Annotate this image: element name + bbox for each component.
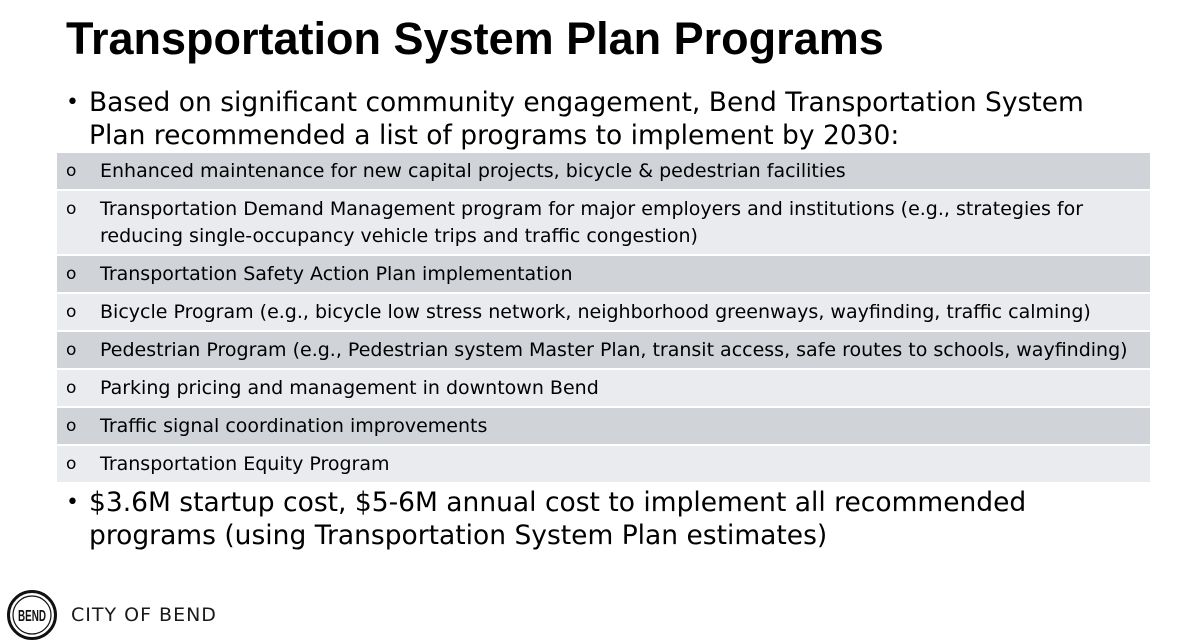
program-item (57, 256, 1150, 294)
bullet-cost-text: $3.6M startup cost, $5-6M annual cost to implement all recommended programs (using Transportation System Plan estimates) (89, 487, 1027, 551)
program-label: Pedestrian Program (e.g., Pedestrian system Master Plan, transit access, safe routes to schools, wayfinding) (100, 339, 1128, 361)
program-marker: o (66, 378, 77, 398)
program-item (57, 446, 1150, 484)
program-marker: o (66, 340, 77, 360)
program-marker: o (66, 264, 77, 284)
bullet-marker: • (66, 490, 79, 515)
seal-text: BEND (18, 608, 46, 625)
program-list (57, 153, 1150, 484)
program-label: Transportation Demand Management program for major employers and institutions (e.g., strategies for reducing single-occupancy vehicle trips and traffic congestion) (100, 198, 1084, 247)
program-label: Enhanced maintenance for new capital projects, bicycle & pedestrian facilities (100, 160, 846, 182)
program-label: Transportation Equity Program (100, 453, 390, 475)
slide-title: Transportation System Plan Programs (66, 13, 884, 64)
city-of-bend-seal-icon (7, 590, 57, 640)
program-marker: o (66, 302, 77, 322)
organization-name: CITY OF BEND (71, 604, 217, 626)
program-item (57, 408, 1150, 446)
program-marker: o (66, 161, 77, 181)
bullet-intro (66, 86, 1136, 152)
bullet-intro-text: Based on significant community engagement, Bend Transportation System Plan recommended a list of programs to implement by 2030: (89, 87, 1084, 151)
program-item (57, 191, 1150, 256)
bullet-cost (66, 486, 1136, 552)
program-item (57, 294, 1150, 332)
bullet-marker: • (66, 90, 79, 115)
program-label: Parking pricing and management in downtown Bend (100, 377, 599, 399)
program-label: Transportation Safety Action Plan implementation (100, 263, 573, 285)
program-label: Traffic signal coordination improvements (100, 415, 488, 437)
program-item (57, 332, 1150, 370)
program-label: Bicycle Program (e.g., bicycle low stress network, neighborhood greenways, wayfinding, traffic calming) (100, 301, 1091, 323)
program-item (57, 370, 1150, 408)
program-marker: o (66, 416, 77, 436)
program-marker: o (66, 199, 77, 219)
program-marker: o (66, 454, 77, 474)
footer (7, 589, 217, 641)
program-item (57, 153, 1150, 191)
